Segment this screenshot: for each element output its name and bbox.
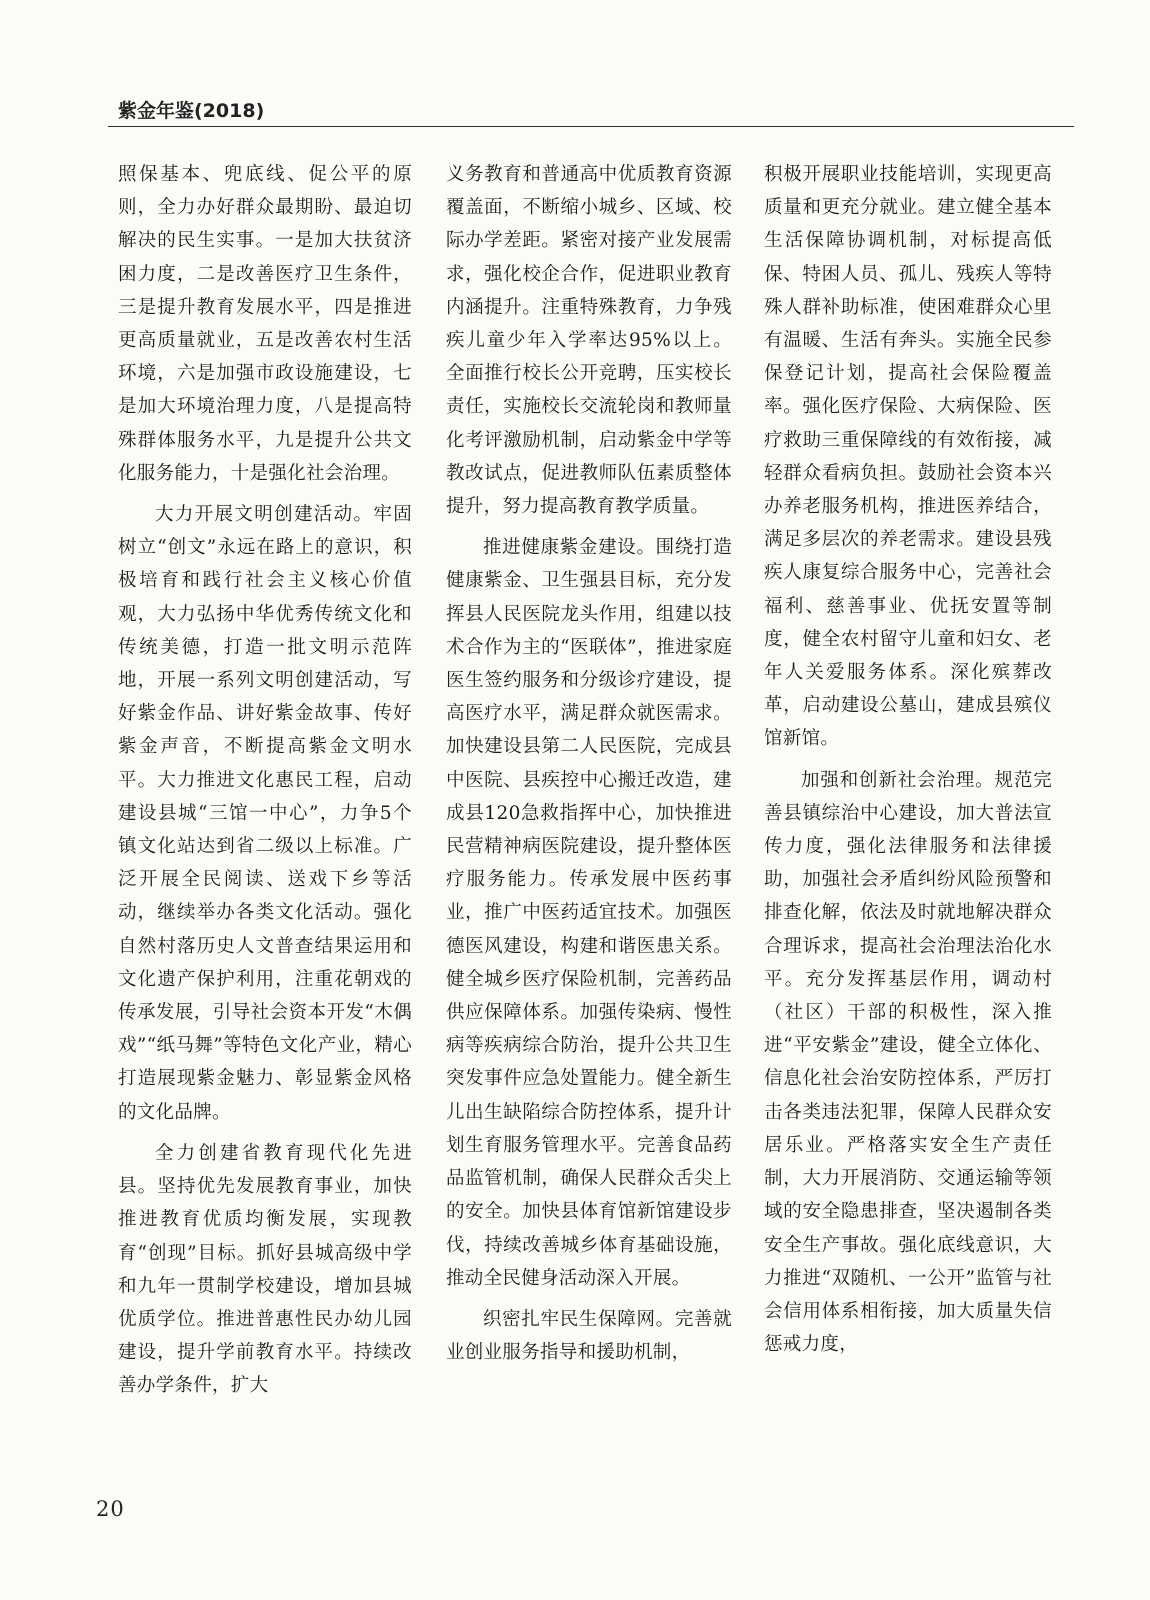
paragraph: 推进健康紫金建设。围绕打造健康紫金、卫生强县目标，充分发挥县人民医院龙头作用，组建以技术合作为主的“医联体”，推进家庭医生签约服务和分级诊疗建设，提高医疗水平，满足群众就医需求。加快建设县第二人民医院，完成县中医院、县疾控中心搬迁改造，建成县120急救指挥中心，加快推进民营精神病医院建设，提升整体医疗服务能力。传承发展中医药事业，推广中医药适宜技术。加强医德医风建设，构建和谐医患关系。健全城乡医疗保险机制，完善药品供应保障体系。加强传染病、慢性病等疾病综合防治，提升公共卫生突发事件应急处置能力。健全新生儿出生缺陷综合防控体系，提升计划生育服务管理水平。完善食品药品监管机制，确保人民群众舌尖上的安全。加快县体育馆新馆建设步伐，持续改善城乡体育基础设施，推动全民健身活动深入开展。 [446,537,732,1289]
text-column-1 [118,158,412,1403]
text-column-3 [764,158,1052,1361]
page-number: 20 [96,1497,125,1521]
text-column-2 [446,158,732,1369]
paragraph: 织密扎牢民生保障网。完善就业创业服务指导和援助机制， [446,1308,732,1364]
paragraph: 积极开展职业技能培训，实现更高质量和更充分就业。建立健全基本生活保障协调机制，对标提高低保、特困人员、孤儿、残疾人等特殊人群补助标准，使困难群众心里有温暖、生活有奔头。实施全民参保登记计划，提高社会保险覆盖率。强化医疗保险、大病保险、医疗救助三重保障线的有效衔接，减轻群众看病负担。鼓励社会资本兴办养老服务机构，推进医养结合，满足多层次的养老需求。建设县残疾人康复综合服务中心，完善社会福利、慈善事业、优抚安置等制度，健全农村留守儿童和妇女、老年人关爱服务体系。深化殡葬改革，启动建设公墓山，建成县殡仪馆新馆。 [764,164,1052,750]
running-header [118,92,1078,132]
paragraph: 照保基本、兜底线、促公平的原则，全力办好群众最期盼、最迫切解决的民生实事。一是加大扶贫济困力度，二是改善医疗卫生条件，三是提升教育发展水平，四是推进更高质量就业，五是改善农村生活环境，六是加强市政设施建设，七是加大环境治理力度，八是提高特殊群体服务水平，九是提升公共文化服务能力，十是强化社会治理。 [118,164,412,484]
paragraph: 大力开展文明创建活动。牢固树立“创文”永远在路上的意识，积极培育和践行社会主义核心价值观，大力弘扬中华优秀传统文化和传统美德，打造一批文明示范阵地，开展一系列文明创建活动，写好紫金作品、讲好紫金故事、传好紫金声音，不断提高紫金文明水平。大力推进文化惠民工程，启动建设县城“三馆一中心”，力争5个镇文化站达到省二级以上标准。广泛开展全民阅读、送戏下乡等活动，继续举办各类文化活动。强化自然村落历史人文普查结果运用和文化遗产保护利用，注重花朝戏的传承发展，引导社会资本开发“木偶戏”“纸马舞”等特色文化产业，精心打造展现紫金魅力、彰显紫金风格的文化品牌。 [118,504,412,1123]
paragraph: 加强和创新社会治理。规范完善县镇综治中心建设，加大普法宣传力度，强化法律服务和法律援助，加强社会矛盾纠纷风险预警和排查化解，依法及时就地解决群众合理诉求，提高社会治理法治化水平。充分发挥基层作用，调动村（社区）干部的积极性，深入推进“平安紫金”建设，健全立体化、信息化社会治安防控体系，严厉打击各类违法犯罪，保障人民群众安居乐业。严格落实安全生产责任制，大力开展消防、交通运输等领域的安全隐患排查，坚决遏制各类安全生产事故。强化底线意识，大力推进“双随机、一公开”监管与社会信用体系相衔接，加大质量失信惩戒力度， [764,769,1052,1356]
header-title: 紫金年鉴(2018) [118,100,265,122]
header-rule [108,126,1074,127]
paragraph: 全力创建省教育现代化先进县。坚持优先发展教育事业，加快推进教育优质均衡发展，实现教育“创现”目标。抓好县城高级中学和九年一贯制学校建设，增加县城优质学位。推进普惠性民办幼儿园建设，提升学前教育水平。持续改善办学条件，扩大 [118,1142,412,1397]
paragraph: 义务教育和普通高中优质教育资源覆盖面，不断缩小城乡、区域、校际办学差距。紧密对接产业发展需求，强化校企合作，促进职业教育内涵提升。注重特殊教育，力争残疾儿童少年入学率达95%以上。全面推行校长公开竞聘，压实校长责任，实施校长交流轮岗和教师量化考评激励机制，启动紫金中学等教改试点，促进教师队伍素质整体提升，努力提高教育教学质量。 [446,164,732,518]
